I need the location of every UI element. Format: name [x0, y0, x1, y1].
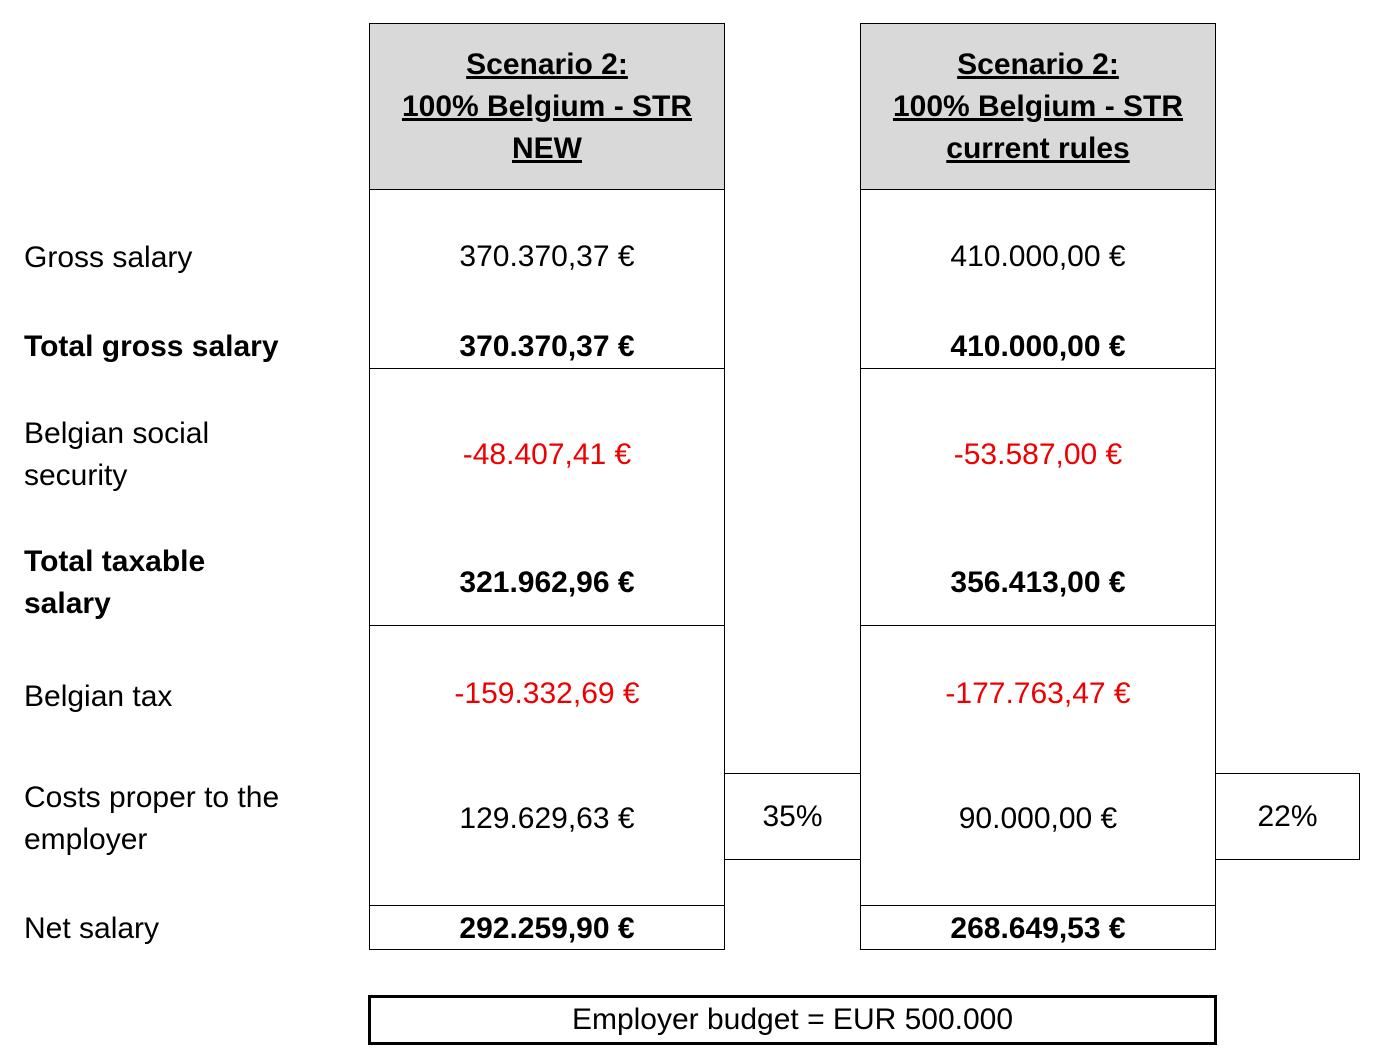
scenario-1-belgian-tax: -159.332,69 € — [454, 677, 640, 710]
scenario-1-tax-block — [369, 625, 725, 906]
scenario-2-gross-salary: 410.000,00 € — [950, 240, 1126, 273]
scenario-2-belgian-tax: -177.763,47 € — [945, 677, 1131, 710]
label-total-gross-salary: Total gross salary — [24, 330, 279, 363]
scenario-1-total-taxable-salary: 321.962,96 € — [459, 566, 635, 599]
label-line: Costs proper to the — [24, 781, 280, 814]
scenario-1-social-security: -48.407,41 € — [462, 438, 632, 471]
scenario-2-total-gross-salary: 410.000,00 € — [950, 330, 1126, 363]
scenario-1-costs-proper: 129.629,63 € — [459, 802, 635, 835]
label-costs-proper — [24, 777, 279, 861]
label-line: Belgian social — [24, 417, 210, 450]
scenario-1-total-gross-salary: 370.370,37 € — [459, 330, 635, 363]
header-line: NEW — [512, 131, 582, 165]
scenario-1-gross-salary: 370.370,37 € — [459, 240, 635, 273]
label-line: Total taxable — [24, 545, 206, 578]
scenario-1-net-salary: 292.259,90 € — [459, 912, 635, 945]
scenario-2-tax-block — [860, 625, 1216, 906]
label-line: salary — [24, 587, 111, 620]
header-line: 100% Belgium - STR — [401, 89, 693, 123]
label-total-taxable-salary — [24, 541, 205, 625]
label-belgian-tax: Belgian tax — [24, 680, 173, 713]
label-gross-salary: Gross salary — [24, 241, 193, 274]
label-net-salary: Net salary — [24, 912, 160, 945]
label-line: employer — [24, 823, 148, 856]
header-line: Scenario 2: — [957, 47, 1119, 81]
header-line: Scenario 2: — [466, 47, 628, 81]
scenario-2-total-taxable-salary: 356.413,00 € — [950, 566, 1126, 599]
scenario-1-costs-percentage: 35% — [724, 773, 861, 860]
scenario-2-net-salary: 268.649,53 € — [950, 912, 1126, 945]
scenario-2-header — [860, 23, 1216, 190]
scenario-2-social-security: -53.587,00 € — [953, 438, 1123, 471]
scenario-2-costs-percentage: 22% — [1215, 773, 1360, 860]
employer-budget-box: Employer budget = EUR 500.000 — [368, 995, 1217, 1045]
label-belgian-social-security — [24, 413, 209, 497]
scenario-1-header — [369, 23, 725, 190]
header-line: 100% Belgium - STR — [892, 89, 1184, 123]
label-line: security — [24, 459, 128, 492]
header-line: current rules — [946, 131, 1130, 165]
scenario-2-costs-proper: 90.000,00 € — [958, 802, 1118, 835]
